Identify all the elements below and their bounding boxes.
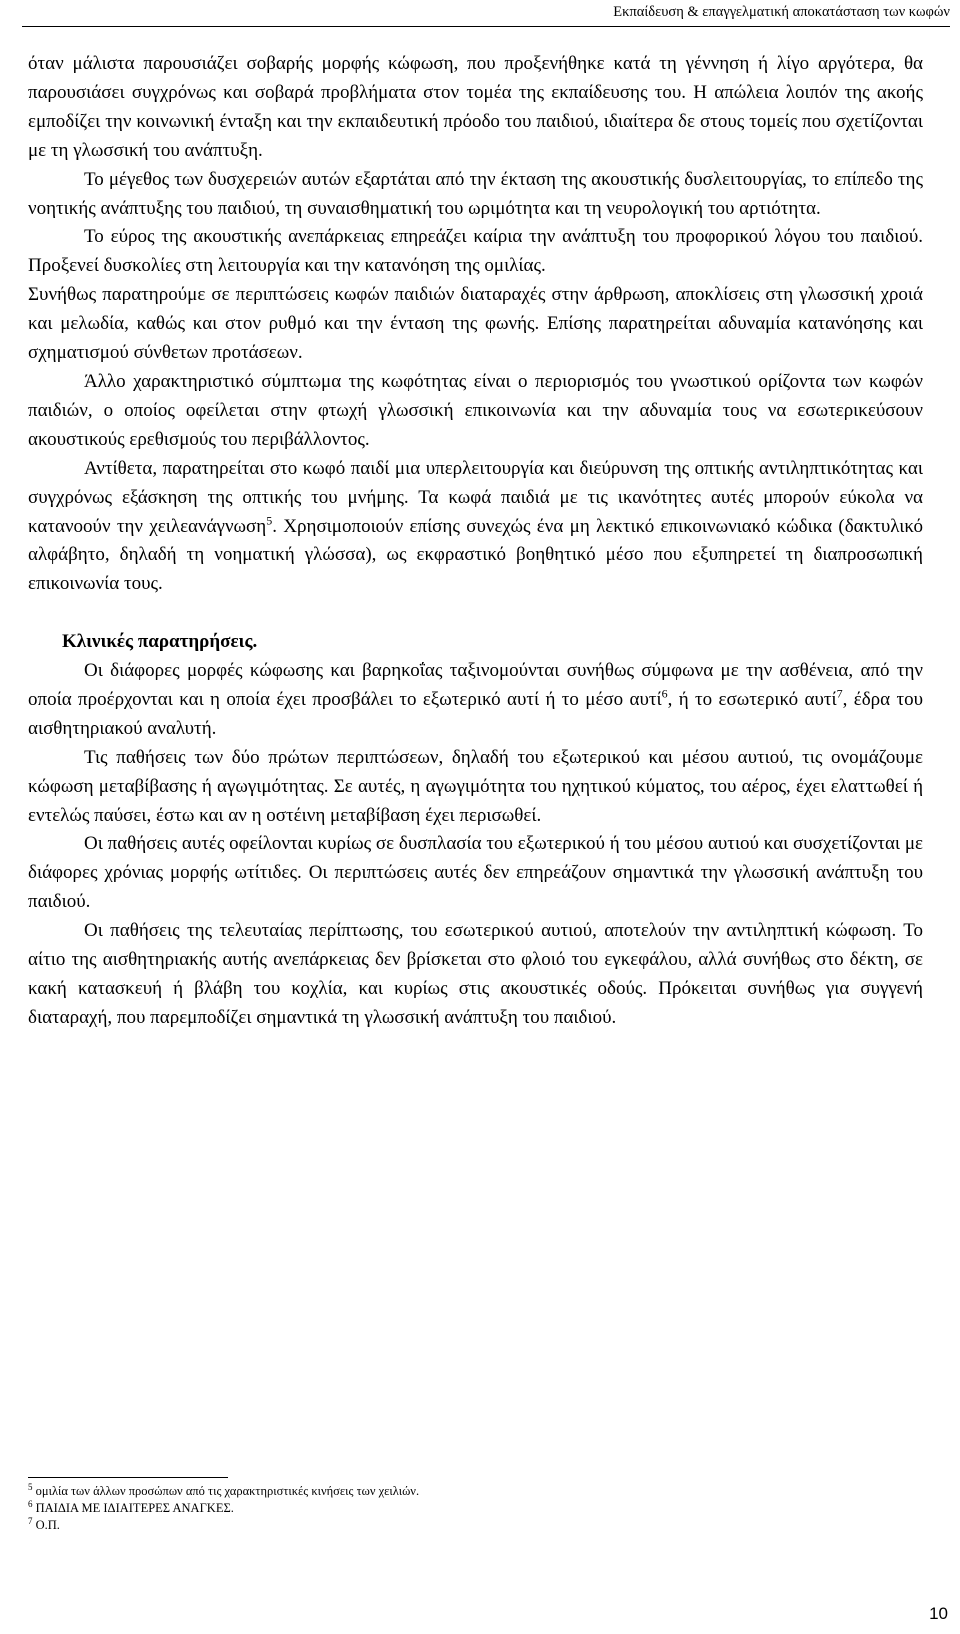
footnotes — [28, 1483, 908, 1534]
paragraph-8: Τις παθήσεις των δύο πρώτων περιπτώσεων, δηλαδή του εξωτερικού και μέσου αυτιού, τις ονομάζουμε κώφωση μεταβίβασης ή αγωγιμότητας. Σε αυτές, η αγωγιμότητα του ηχητικού κύματος, του αέρος, έχει ελαττωθεί ή εντελώς παύσει, έστω και αν η οστέινη μεταβίβαση έχει περισωθεί. — [28, 746, 923, 826]
paragraph-6-text-a: Αντίθετα, παρατηρείται στο κωφό παιδί μια υπερλειτουργία και διεύρυνση της οπτικής αντιληπτικότητας και συγχρόνως εξάσκηση της οπτικής του μνήμης. Τα κωφά παιδιά με τις ικανότητες αυτές μπορούν εύκολα να κατανοούν την χειλεανάγνωση — [28, 457, 923, 537]
footnote-number: 5 — [28, 1481, 33, 1492]
page-number: 10 — [929, 1604, 948, 1623]
header-rule — [22, 26, 950, 27]
paragraph-5: Άλλο χαρακτηριστικό σύμπτωμα της κωφότητας είναι ο περιορισμός του γνωστικού ορίζοντα των κωφών παιδιών, ο οποίος οφείλεται στην φτωχή γλωσσική επικοινωνία και την αδυναμία τους να εσωτερικεύσουν ακουστικούς ερεθισμούς του περιβάλλοντος. — [28, 370, 923, 450]
paragraph-9: Οι παθήσεις αυτές οφείλονται κυρίως σε δυσπλασία του εξωτερικού ή του μέσου αυτιού και συσχετίζονται με διάφορες χρόνιας μορφής ωτίτιδες. Οι περιπτώσεις αυτές δεν επηρεάζουν σημαντικά την γλωσσική ανάπτυξη του παιδιού. — [28, 833, 923, 913]
document-body — [28, 50, 923, 1033]
paragraph-2: Το μέγεθος των δυσχερειών αυτών εξαρτάται από την έκταση της ακουστικής δυσλειτουργίας, το επίπεδο της νοητικής ανάπτυξης του παιδιού, τη συναισθηματική του ωριμότητα και τη νευρολογική του αρτιότητα. — [28, 168, 923, 219]
paragraph-7-text-a: Οι διάφορες μορφές κώφωσης και βαρηκοΐας ταξινομούνται συνήθως σύμφωνα με την ασθένεια, από την οποία προέρχονται και η οποία έχει προσβάλει το εξωτερικό αυτί ή το μέσο αυτί — [28, 660, 923, 710]
footnote-number: 6 — [28, 1498, 33, 1509]
paragraph-7-text-c: , έδρα του αισθητηριακού αναλυτή. — [28, 688, 923, 739]
footnote-7 — [28, 1517, 908, 1534]
paragraph-7 — [28, 657, 923, 744]
footnote-text: ΠΑΙΔΙΑ ΜΕ ΙΔΙΑΙΤΕΡΕΣ ΑΝΑΓΚΕΣ. — [35, 1501, 234, 1515]
footnote-text: Ο.Π. — [35, 1518, 60, 1532]
footnote-6 — [28, 1500, 908, 1517]
paragraph-1: όταν μάλιστα παρουσιάζει σοβαρής μορφής κώφωση, που προξενήθηκε κατά τη γέννηση ή λίγο αργότερα, θα παρουσιάσει συγχρόνως και σοβαρά προβλήματα στον τομέα της εκπαίδευσης του. Η απώλεια λοιπόν της ακοής εμποδίζει την κοινωνική ένταξη και την εκπαιδευτική πρόοδο του παιδιού, ιδιαίτερα δε στους τομείς που σχετίζονται με τη γλωσσική του ανάπτυξη. — [28, 53, 923, 161]
footnote-number: 7 — [28, 1515, 33, 1526]
heading-spacer — [28, 599, 923, 628]
running-header: Εκπαίδευση & επαγγελματική αποκατάσταση των κωφών — [613, 4, 950, 20]
footnote-ref-6[interactable]: 6 — [661, 686, 668, 701]
footnote-5 — [28, 1483, 908, 1500]
section-heading — [28, 628, 923, 657]
footnote-separator — [28, 1477, 228, 1478]
paragraph-10: Οι παθήσεις της τελευταίας περίπτωσης, του εσωτερικού αυτιού, αποτελούν την αντιληπτική κώφωση. Το αίτιο της αισθητηριακής αυτής ανεπάρκειας δεν βρίσκεται στο φλοιό του εγκεφάλου, αλλά συνήθως στο δέκτη, σε κακή κατασκευή ή βλάβη του κοχλία, και κυρίως στις ακουστικές οδούς. Πρόκειται συνήθως για συγγενή διαταραχή, που παρεμποδίζει σημαντικά τη γλωσσική ανάπτυξη του παιδιού. — [28, 920, 923, 1028]
paragraph-3: Το εύρος της ακουστικής ανεπάρκειας επηρεάζει καίρια την ανάπτυξη του προφορικού λόγου του παιδιού. Προξενεί δυσκολίες στη λειτουργία και την κατανόηση της ομιλίας. — [28, 226, 923, 277]
paragraph-4: Συνήθως παρατηρούμε σε περιπτώσεις κωφών παιδιών διαταραχές στην άρθρωση, αποκλίσεις στη γλωσσική χροιά και μελωδία, καθώς και στον ρυθμό και την ένταση της φωνής. Επίσης παρατηρείται αδυναμία κατανόησης και σχηματισμού σύνθετων προτάσεων. — [28, 284, 923, 364]
footnote-ref-5[interactable]: 5 — [266, 513, 273, 528]
section-heading-text: Κλινικές παρατηρήσεις. — [62, 631, 258, 653]
footnote-ref-7[interactable]: 7 — [836, 686, 843, 701]
paragraph-6-text-b: . Χρησιμοποιούν επίσης συνεχώς ένα μη λεκτικό επικοινωνιακό κώδικα (δακτυλικό αλφάβητο, δηλαδή τη νοηματική γλώσσα), ως εκφραστικό βοηθητικό μέσο που εξυπηρετεί τη διαπροσωπική επικοινωνία τους. — [28, 515, 923, 595]
footnote-text: ομιλία των άλλων προσώπων από τις χαρακτηριστικές κινήσεις των χειλιών. — [35, 1484, 420, 1498]
paragraph-7-text-b: , ή το εσωτερικό αυτί — [667, 688, 837, 710]
paragraph-6 — [28, 455, 923, 600]
